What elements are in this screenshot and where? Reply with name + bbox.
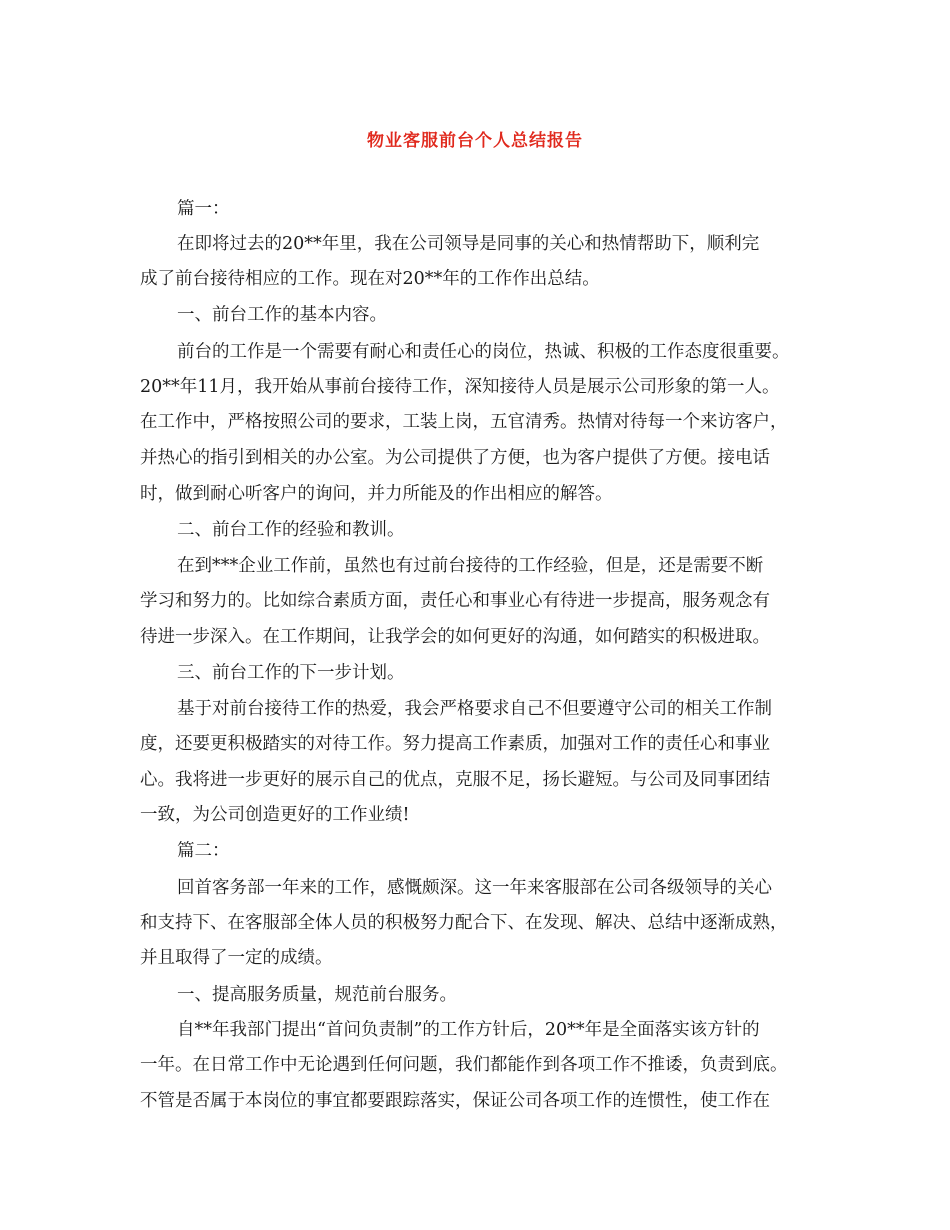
paragraph-line: 在即将过去的20**年里，我在公司领导是同事的关心和热情帮助下，顺利完 [177, 234, 760, 254]
paragraph-line: 在到***企业工作前，虽然也有过前台接待的工作经验，但是，还是需要不断 [177, 556, 764, 576]
paragraph-line: 时，做到耐心听客户的询问，并力所能及的作出相应的解答。 [140, 484, 613, 504]
section-heading: 三、前台工作的下一步计划。 [177, 663, 405, 683]
paragraph-line: 学习和努力的。比如综合素质方面，责任心和事业心有待进一步提高，服务观念有 [140, 591, 770, 611]
paragraph-line: 并热心的指引到相关的办公室。为公司提供了方便，也为客户提供了方便。接电话 [140, 448, 770, 468]
section-heading: 篇二： [177, 841, 230, 861]
paragraph-line: 成了前台接待相应的工作。现在对20**年的工作作出总结。 [140, 269, 600, 289]
paragraph-line: 自**年我部门提出“首问负责制”的工作方针后，20**年是全面落实该方针的 [177, 1020, 760, 1040]
paragraph-line: 心。我将进一步更好的展示自己的优点，克服不足，扬长避短。与公司及同事团结 [140, 770, 770, 790]
paragraph-line: 一年。在日常工作中无论遇到任何问题，我们都能作到各项工作不推诿，负责到底。 [140, 1055, 788, 1075]
paragraph-line: 并且取得了一定的成绩。 [140, 948, 333, 968]
paragraph-line: 不管是否属于本岗位的事宜都要跟踪落实，保证公司各项工作的连惯性，使工作在 [140, 1091, 770, 1111]
paragraph-line: 待进一步深入。在工作期间，让我学会的如何更好的沟通，如何踏实的积极进取。 [140, 627, 770, 647]
paragraph-line: 和支持下、在客服部全体人员的积极努力配合下、在发现、解决、总结中逐渐成熟， [140, 913, 788, 933]
paragraph-line: 前台的工作是一个需要有耐心和责任心的岗位，热诚、积极的工作态度很重要。 [177, 342, 790, 362]
section-heading: 一、前台工作的基本内容。 [177, 305, 387, 325]
document-title: 物业客服前台个人总结报告 [367, 131, 583, 151]
paragraph-line: 20**年11月，我开始从事前台接待工作，深知接待人员是展示公司形象的第一人。 [140, 377, 780, 397]
paragraph-line: 一致，为公司创造更好的工作业绩! [140, 805, 410, 825]
section-heading: 篇一： [177, 199, 230, 219]
paragraph-line: 回首客务部一年来的工作，感慨颇深。这一年来客服部在公司各级领导的关心 [177, 878, 772, 898]
section-heading: 二、前台工作的经验和教训。 [177, 520, 405, 540]
paragraph-line: 基于对前台接待工作的热爱，我会严格要求自己不但要遵守公司的相关工作制 [177, 699, 772, 719]
paragraph-line: 在工作中，严格按照公司的要求，工装上岗，五官清秀。热情对待每一个来访客户， [140, 412, 788, 432]
paragraph-line: 度，还要更积极踏实的对待工作。努力提高工作素质，加强对工作的责任心和事业 [140, 734, 770, 754]
section-heading: 一、提高服务质量，规范前台服务。 [177, 985, 457, 1005]
